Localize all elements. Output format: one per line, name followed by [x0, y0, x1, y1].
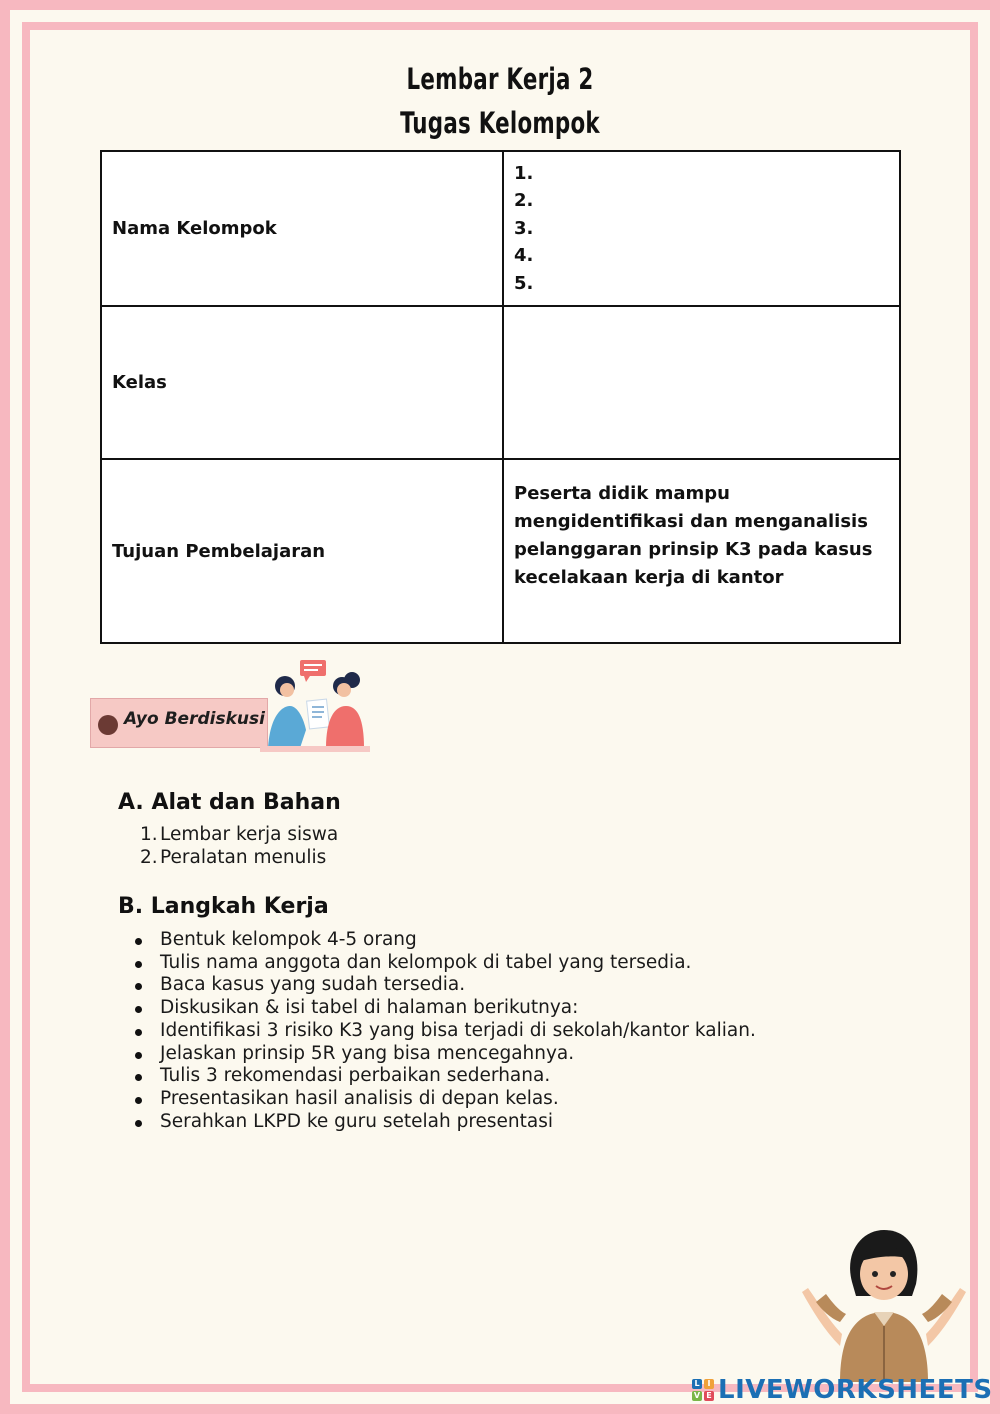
section-a-heading: A. Alat dan Bahan: [118, 790, 341, 815]
table-row: [101, 151, 900, 306]
member-3: 3.: [514, 217, 534, 239]
member-4: 4.: [514, 245, 534, 267]
list-item: [160, 997, 756, 1020]
list-item: [160, 929, 756, 952]
tujuan-cell: [503, 459, 900, 643]
logo-letter-l: L: [692, 1379, 702, 1389]
discussion-banner: [88, 698, 368, 750]
liveworksheets-logo: [692, 1374, 993, 1406]
list-number: 1.: [140, 824, 158, 845]
banner-label: Ayo Berdiskusi: [124, 709, 265, 729]
purpose-text: [514, 480, 889, 592]
list-item-text: Presentasikan hasil analisis di depan kelas.: [160, 1087, 559, 1109]
list-item: [160, 1111, 756, 1134]
bullet-icon: [135, 1052, 142, 1059]
list-item-text: Baca kasus yang sudah tersedia.: [160, 974, 466, 996]
logo-text: LIVEWORKSHEETS: [718, 1375, 993, 1405]
list-item-text: Identifikasi 3 risiko K3 yang bisa terjadi di sekolah/kantor kalian.: [160, 1019, 756, 1041]
purpose-line: pelanggaran prinsip K3 pada kasus: [514, 539, 873, 560]
bullet-icon: [135, 961, 142, 968]
banner-dot-icon: [98, 715, 118, 735]
worksheet-title: Lembar Kerja 2: [406, 62, 594, 96]
label-kelas: Kelas: [101, 306, 503, 459]
steps-list: [160, 929, 756, 1133]
liveworksheets-logo-icon: [692, 1379, 714, 1401]
list-item-text: Jelaskan prinsip 5R yang bisa mencegahnya.: [160, 1042, 575, 1064]
list-item-text: Tulis 3 rekomendasi perbaikan sederhana.: [160, 1065, 551, 1087]
teacher-illustration-icon: [800, 1222, 970, 1382]
list-item: [160, 952, 756, 975]
bullet-icon: [135, 938, 142, 945]
list-item: [160, 1020, 756, 1043]
table-row: [101, 459, 900, 643]
worksheet-subtitle: Tugas Kelompok: [400, 106, 600, 140]
discussion-people-icon: [260, 660, 370, 752]
label-nama-kelompok: Nama Kelompok: [101, 151, 503, 306]
logo-letter-v: V: [693, 1391, 701, 1400]
list-item-text: Serahkan LKPD ke guru setelah presentasi: [160, 1110, 554, 1132]
bullet-icon: [135, 1120, 142, 1127]
table-row: [101, 306, 900, 459]
logo-letter-e: E: [704, 1391, 714, 1401]
member-number-list: [514, 160, 889, 298]
list-item-text: Bentuk kelompok 4-5 orang: [160, 929, 417, 950]
list-number: 2.: [140, 846, 158, 868]
purpose-line: Peserta didik mampu: [514, 483, 730, 504]
list-item: [160, 1088, 756, 1111]
section-b-heading: B. Langkah Kerja: [118, 894, 329, 919]
member-1: 1.: [514, 162, 534, 184]
group-info-table: [100, 150, 901, 644]
list-item: [160, 1065, 756, 1088]
label-tujuan-pembelajaran: Tujuan Pembelajaran: [101, 459, 503, 643]
list-item: [140, 824, 339, 847]
member-2: 2.: [514, 190, 534, 212]
kelas-cell[interactable]: [503, 306, 900, 459]
bullet-icon: [135, 1097, 142, 1104]
list-item-text: Diskusikan & isi tabel di halaman berikutnya:: [160, 997, 579, 1019]
list-item: [160, 974, 756, 997]
list-item-text: Peralatan menulis: [160, 846, 327, 868]
materials-list: [140, 824, 339, 869]
members-cell[interactable]: [503, 151, 900, 306]
list-item: [160, 1043, 756, 1066]
list-item-text: Lembar kerja siswa: [160, 824, 339, 845]
bullet-icon: [135, 1029, 142, 1036]
member-5: 5.: [514, 272, 534, 294]
purpose-line: mengidentifikasi dan menganalisis: [514, 511, 868, 532]
list-item-text: Tulis nama anggota dan kelompok di tabel yang tersedia.: [160, 951, 692, 973]
list-item: [140, 846, 338, 870]
purpose-line: kecelakaan kerja di kantor: [514, 567, 784, 588]
logo-letter-i: I: [704, 1379, 714, 1389]
